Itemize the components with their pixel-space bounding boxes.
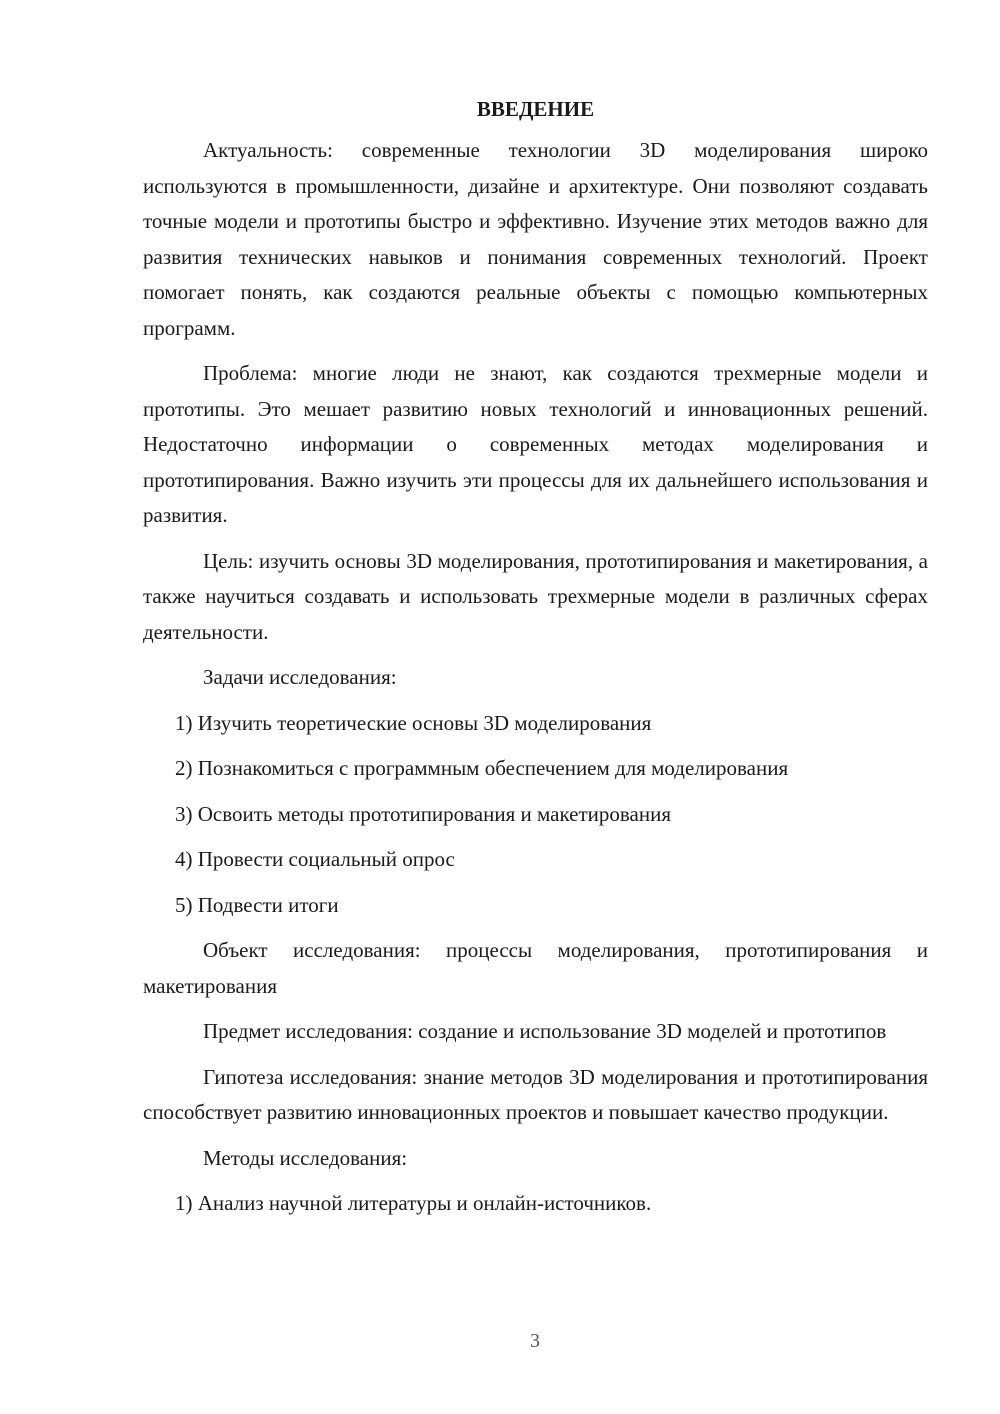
hypothesis-paragraph: Гипотеза исследования: знание методов 3D моделирования и прототипирования способствует развитию инновационных проектов и повышает качество продукции.: [143, 1064, 928, 1124]
page-title: ВВЕДЕНИЕ: [476, 97, 595, 121]
page-number: 3: [530, 1330, 540, 1352]
relevance-paragraph: Актуальность: современные технологии 3D моделирования широко используются в промышленности, дизайне и архитектуре. Они позволяют создавать точные модели и прототипы быстро и эффективно. Изучение этих методов важно для развития технических навыков и понимания современных технологий. Проект помогает понять, как создаются реальные объекты с помощью компьютерных программ.: [143, 138, 928, 340]
problem-paragraph: Проблема: многие люди не знают, как создаются трехмерные модели и прототипы. Это мешает развитию новых технологий и инновационных решений. Недостаточно информации о современных методах моделирования и прототипирования. Важно изучить эти процессы для их дальнейшего использования и развития.: [143, 361, 928, 527]
methods-heading: Методы исследования:: [203, 1145, 408, 1170]
object-paragraph: Объект исследования: процессы моделирования, прототипирования и макетирования: [143, 938, 928, 998]
tasks-heading: Задачи исследования:: [203, 665, 397, 689]
task-item: 2) Познакомиться с программным обеспечением для моделирования: [175, 756, 789, 780]
task-item: 5) Подвести итоги: [175, 892, 339, 917]
document-page: [143, 92, 928, 1232]
method-item: 1) Анализ научной литературы и онлайн-источников.: [175, 1191, 652, 1215]
subject-paragraph: Предмет исследования: создание и использование 3D моделей и прототипов: [203, 1019, 887, 1043]
goal-paragraph: Цель: изучить основы 3D моделирования, прототипирования и макетирования, а также научиться создавать и использовать трехмерные модели в различных сферах деятельности.: [143, 548, 928, 644]
task-item: 1) Изучить теоретические основы 3D моделирования: [175, 710, 652, 735]
task-item: 3) Освоить методы прототипирования и макетирования: [175, 801, 671, 826]
task-item: 4) Провести социальный опрос: [175, 847, 455, 871]
